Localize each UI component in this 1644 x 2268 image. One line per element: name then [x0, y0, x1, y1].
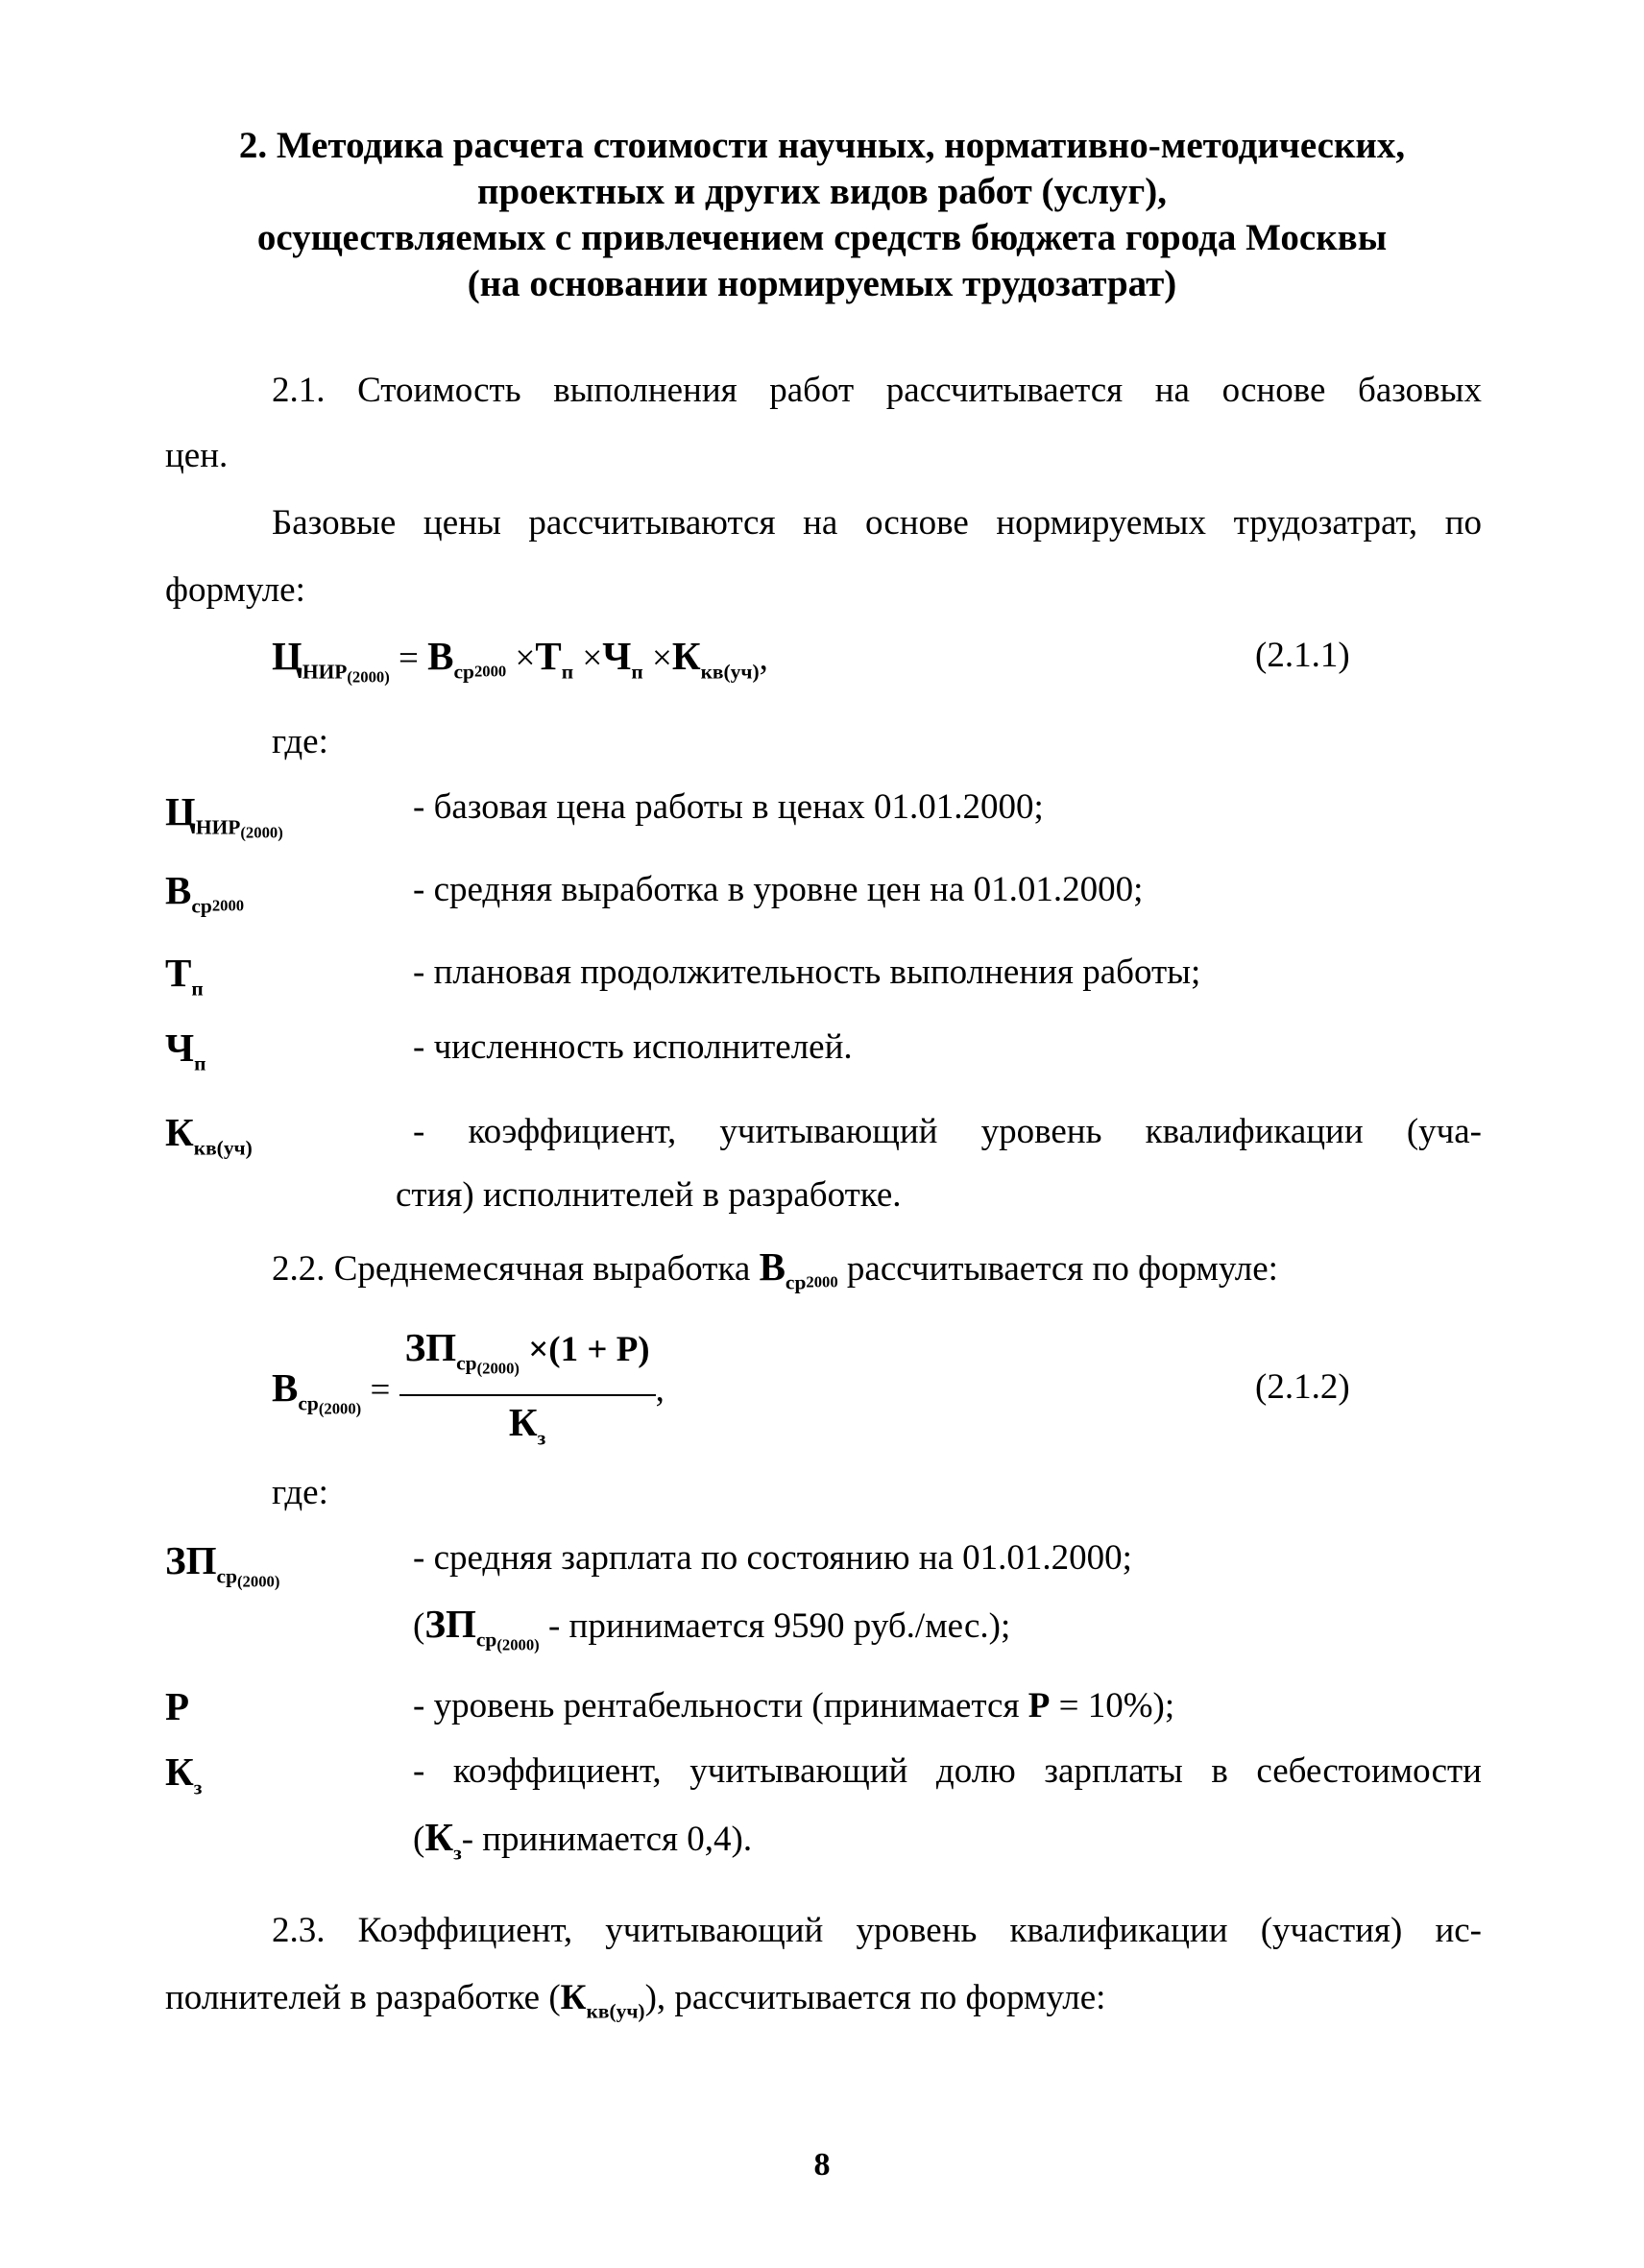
def4-symbol: $Ч_п$: [165, 1025, 206, 1075]
def5-text: - коэффициент, учитывающий уровень квалификации (уча-: [413, 1112, 1482, 1151]
formula1-x3: ×: [651, 639, 672, 678]
zp-text-2: ($ЗП_{ср(2000)}$ - принимается 9590 руб./мес.);: [413, 1602, 1011, 1654]
s23-line-1: 2.3. Коэффициент, учитывающий уровень квалификации (участия) ис-: [272, 1911, 1482, 1950]
def5-text-2: стия) исполнителей в разработке.: [396, 1175, 902, 1215]
title-line-3: осуществляемых с привлечением средств бюджета города Москвы: [256, 217, 1388, 258]
formula2-lhs: В: [272, 1364, 299, 1410]
formula2-numerator: $ЗП_{ср(2000)} \times(1 + Р)$: [399, 1325, 656, 1396]
s21-line-3: Базовые цены рассчитываются на основе нормируемых трудозатрат, по: [272, 503, 1482, 543]
formula1-t1-subsub: 2000: [473, 662, 507, 681]
def4-text: - численность исполнителей.: [413, 1027, 853, 1067]
formula1-lhs-sub: НИР: [302, 660, 348, 684]
title-line-4: (на основании нормируемых трудозатрат): [467, 263, 1177, 304]
page-number: 8: [813, 2147, 831, 2183]
s21-line-1: 2.1. Стоимость выполнения работ рассчитывается на основе базовых: [272, 371, 1482, 410]
where-2: где:: [272, 1473, 328, 1512]
formula-2-1-1: [272, 634, 768, 699]
formula1-t1: В: [427, 634, 454, 678]
k-symbol: $К_з$: [165, 1749, 203, 1799]
formula1-t4-sub: кв(уч): [700, 660, 760, 684]
k-text-2: ($К_з-$ принимается 0,4).: [413, 1815, 753, 1865]
formula1-x1: ×: [515, 639, 536, 678]
formula2-eq: =: [370, 1369, 391, 1410]
s21-line-4: формуле:: [165, 570, 305, 610]
formula1-eq: =: [399, 639, 419, 678]
p-text: - уровень рентабельности (принимается Р = 10%);: [413, 1686, 1175, 1725]
s21-line-2: цен.: [165, 436, 229, 475]
where-1: где:: [272, 722, 328, 761]
formula2-denominator: $К_з$: [508, 1400, 546, 1450]
s22-line: 2.2. Среднемесячная выработка $В_{ср2000}$ рассчитывается по формуле:: [272, 1244, 1278, 1294]
formula2-fraction: [399, 1325, 656, 1460]
formula1-lhs-subsub: (2000): [347, 667, 390, 687]
formula1-tail: ,: [759, 639, 768, 678]
def3-symbol: $Т_п$: [165, 951, 204, 1001]
formula1-t2: Т: [535, 634, 562, 678]
formula1-t1-sub: ср: [453, 660, 474, 684]
formula1-t4: К: [671, 634, 701, 678]
section-title: [144, 123, 1500, 307]
def5-symbol: $К_{кв(уч)}$: [165, 1110, 253, 1160]
title-line-1: 2. Методика расчета стоимости научных, нормативно-методических,: [238, 125, 1406, 166]
s23-line-2: полнителей в разработке $(К_{кв(уч)})$, рассчитывается по формуле:: [165, 1978, 1106, 2023]
def2-symbol: $В_{ср2000}$: [165, 868, 245, 918]
def2-text: - средняя выработка в уровне цен на 01.01.2000;: [413, 870, 1144, 909]
formula1-t2-sub: п: [561, 660, 574, 684]
formula1-t3: Ч: [602, 634, 632, 678]
formula1-lhs: Ц: [272, 634, 302, 678]
formula1-x2: ×: [582, 639, 603, 678]
formula1-number: (2.1.1): [1255, 636, 1350, 675]
formula-2-1-2: $В_{ср(2000)}$ = $\frac{ЗП_{ср(2000)} \times(1 + Р)}{К_з}$ ,: [272, 1325, 665, 1460]
def1-text: - базовая цена работы в ценах 01.01.2000;: [413, 787, 1044, 827]
p-symbol: Р: [165, 1684, 190, 1728]
k-text: - коэффициент, учитывающий долю зарплаты в себестоимости: [413, 1751, 1482, 1791]
zp-text: - средняя зарплата по состоянию на 01.01.2000;: [413, 1538, 1132, 1578]
def1-symbol: $Ц_{НИР(2000)}$: [165, 789, 283, 842]
formula1-t3-sub: п: [631, 660, 643, 684]
title-line-2: проектных и других видов работ (услуг),: [477, 171, 1167, 212]
formula2-tail: ,: [655, 1369, 665, 1410]
formula2-number: (2.1.2): [1255, 1367, 1350, 1407]
def3-text: - плановая продолжительность выполнения работы;: [413, 953, 1201, 992]
zp-symbol: $ЗП_{ср(2000)}$: [165, 1538, 280, 1591]
